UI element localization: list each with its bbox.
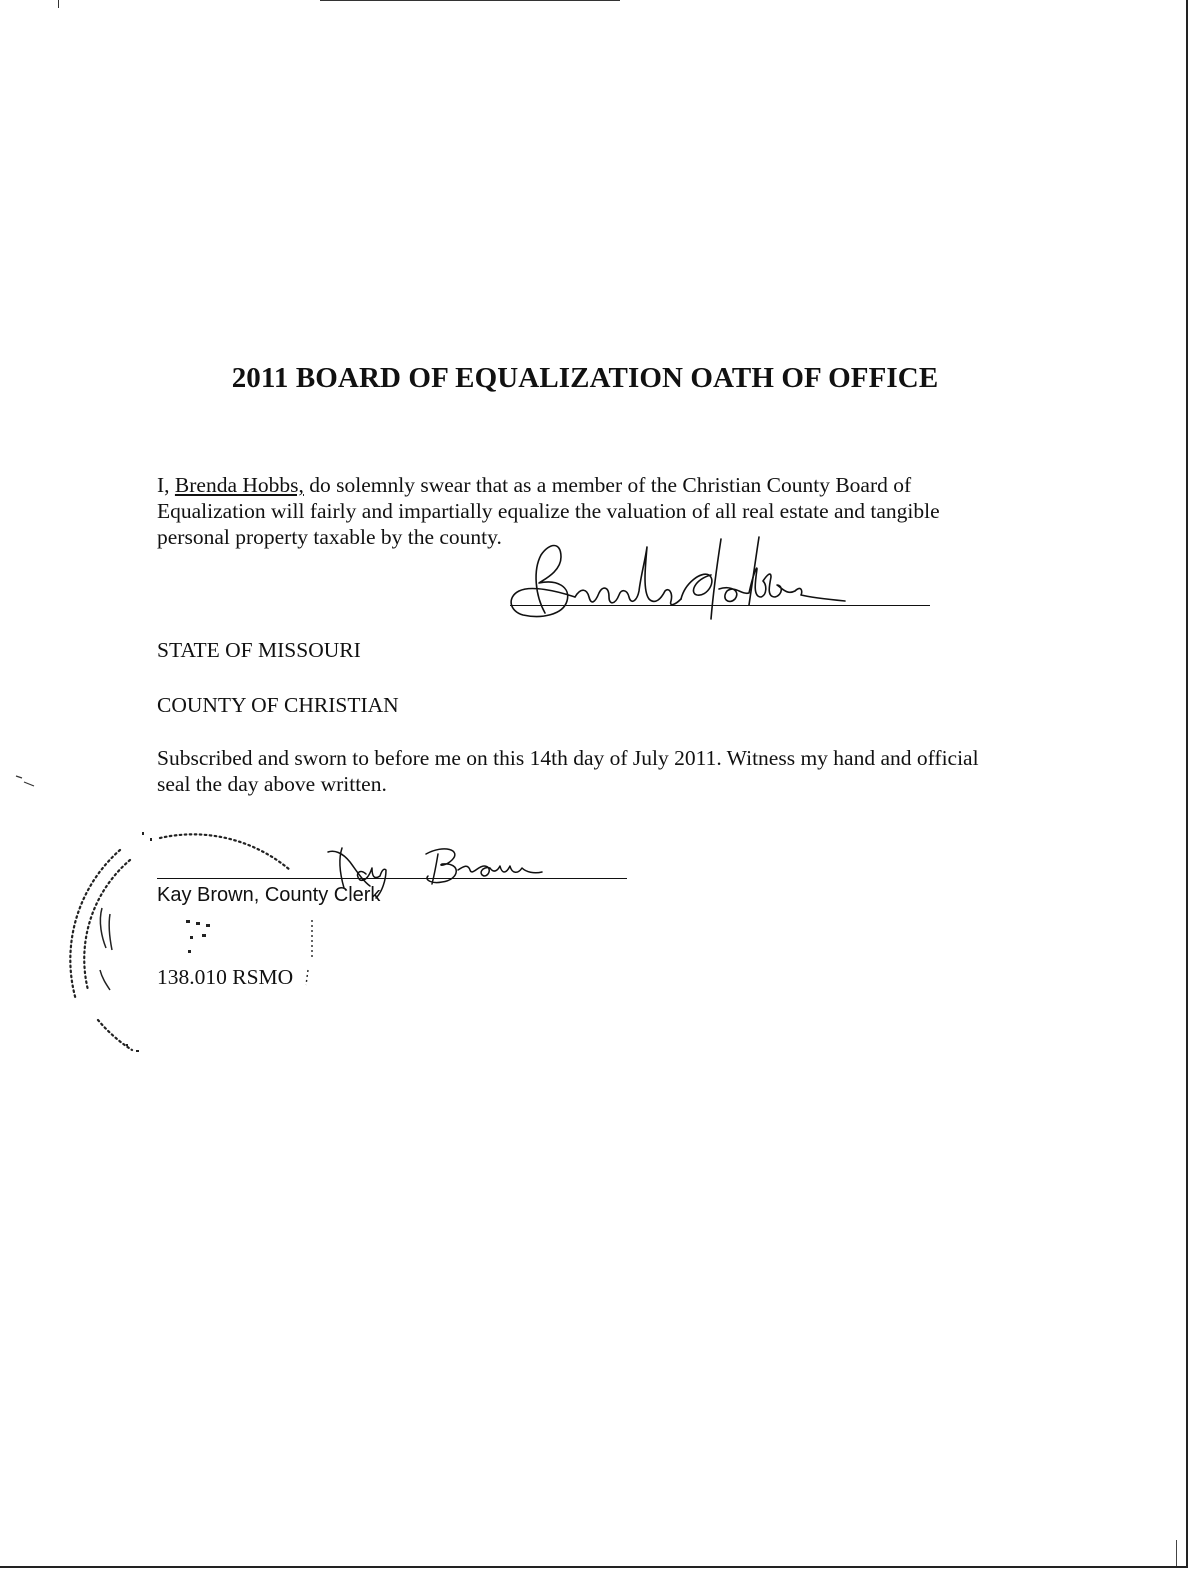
county-line: COUNTY OF CHRISTIAN <box>157 693 399 717</box>
clerk-signature-line <box>157 878 627 879</box>
member-signature-line <box>510 605 930 606</box>
scan-edge-bottom <box>0 1566 1188 1568</box>
scan-artifact-top <box>320 0 620 1</box>
scan-edge-right <box>1186 0 1188 1568</box>
state-line: STATE OF MISSOURI <box>157 638 361 662</box>
member-name: Brenda Hobbs, <box>174 473 304 497</box>
document-title: 2011 BOARD OF EQUALIZATION OATH OF OFFICE <box>231 362 939 394</box>
oath-text: do solemnly swear that as a member of the Christian County Board of Equalization will fairly and impartially equalize the valuation of all real estate and tangible personal property taxable by the county. <box>157 473 940 549</box>
statute-reference: 138.010 RSMO <box>157 965 294 989</box>
scan-artifact-top-left <box>58 0 59 8</box>
scan-artifact-bottom-right <box>1176 1540 1177 1566</box>
county-seal <box>40 800 330 1070</box>
scan-artifact-left-mark <box>14 772 44 792</box>
sworn-paragraph: Subscribed and sworn to before me on this 14th day of July 2011. Witness my hand and official seal the day above written. <box>157 746 979 796</box>
oath-prefix: I, <box>157 473 175 497</box>
clerk-name-title: Kay Brown, County Clerk <box>157 884 381 906</box>
oath-paragraph <box>157 472 1017 550</box>
